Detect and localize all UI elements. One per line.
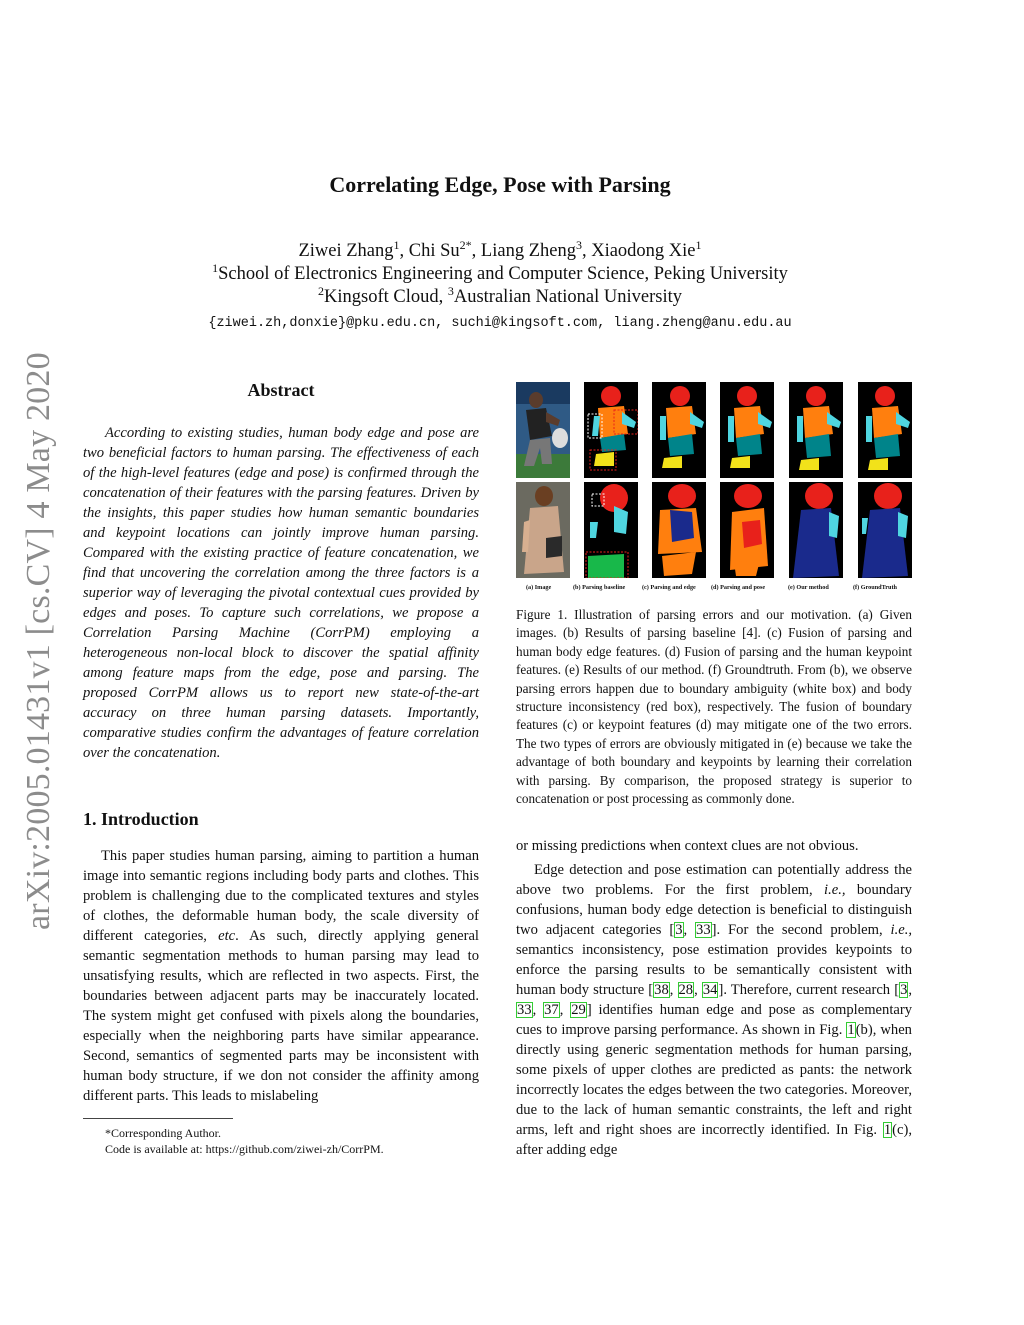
citation-link[interactable]: 28 <box>678 982 694 999</box>
author-name: Chi Su <box>408 241 460 261</box>
citation-link[interactable]: 1 <box>883 1122 892 1139</box>
author-name: Xiaodong Xie <box>591 241 696 261</box>
paragraph-text: , <box>559 1002 571 1019</box>
paragraph-text: ]. For the second problem, <box>711 922 891 939</box>
right-body-text <box>516 836 912 1160</box>
left-column <box>83 378 479 1157</box>
author-names: Ziwei Zhang$^1$, Chi $Su^{2*}$, Liang Zheng$^3$, Xiaodong Xie$^1$ <box>298 237 702 261</box>
figure-1 <box>516 380 912 596</box>
parsing-panel-b-1 <box>584 382 638 478</box>
paragraph-text: boundary confusions, human body edge detection is beneficial to distinguish two adjacent categories [ <box>516 882 912 939</box>
panel-label: (f) GroundTruth <box>853 584 897 591</box>
citation-link[interactable]: 38 <box>654 982 669 999</box>
paragraph-text: ] identifies human edge and pose as complementary cues to improve parsing performance. As shown in Fig. <box>516 1002 913 1039</box>
footnote-rule <box>83 1118 233 1119</box>
parsing-panel-e-2 <box>789 482 843 578</box>
panel-label: (c) Parsing and edge <box>642 584 696 591</box>
parsing-panel-c-1 <box>652 382 706 478</box>
citation-link[interactable]: 34 <box>702 982 718 999</box>
parsing-panel-b-2 <box>584 482 638 578</box>
paragraph-text: semantics inconsistency, pose estimation provides keypoints to enforce the parsing results to be semantically consistent with human body structure [ <box>516 942 912 999</box>
intro-continuation: or missing predictions when context clues are not obvious. <box>516 838 859 855</box>
citation-link[interactable]: 33 <box>517 1002 532 1019</box>
paragraph-text: (b), when directly using generic segmentation methods for human parsing, some pixels of upper clothes are predicted as pants: the network incorrectly locates the edges between the two categories. Moreover, due to the lack of human semantic constraints, the left and right arms, left and right shoes are incorrectly identified. In Fig. <box>516 1022 912 1139</box>
affiliation-2: $^2$Kingsoft Cloud, $^3$Australian National University <box>318 283 682 307</box>
figure-row-1 <box>516 382 912 480</box>
right-column <box>516 380 912 1160</box>
footnote-code: Code is available at: https://github.com/ziwei-zh/CorrPM. <box>105 1142 384 1156</box>
citation-link[interactable]: 3 <box>675 922 683 939</box>
citation-link[interactable]: 37 <box>544 1002 559 1019</box>
panel-label: (b) Parsing baseline <box>573 584 626 591</box>
figure-caption: Figure 1. Illustration of parsing errors and our motivation. (a) Given images. (b) Results of parsing baseline [4]. (c) Fusion of parsing and human body edge features. (d) Fusion of parsing and the human keypoint features. (e) Results of our method. (f) Groundtruth. From (b), we observe parsing errors happen due to boundary ambiguity (white box) and body structure inconsistency (red box), respectively. The fusion of boundary features (c) or keypoint features (d) may mitigate one of the two errors. The two types of errors are obviously mitigated in (e) because we take the advantage of both boundary and keypoints by learning their correlation with parsing. By comparison, the proposed strategy is superior to concatenation or post processing as commonly done. <box>516 607 912 807</box>
author-name: Ziwei Zhang <box>298 241 394 261</box>
parsing-panel-f-1 <box>858 382 912 478</box>
parsing-panel-d-2 <box>720 482 774 578</box>
author-name: Liang Zheng <box>480 241 576 261</box>
panel-label: (e) Our method <box>788 584 829 591</box>
paragraph-text: Edge detection and pose estimation can potentially address the above two problems. For the first problem, <box>516 862 912 899</box>
author-sup: 2* <box>459 237 472 252</box>
abstract-text: According to existing studies, human body edge and pose are two beneficial factors to human parsing. The effectiveness of each of the high-level features (edge and pose) is confirmed through the concatenation of their features with the parsing features. Driven by the insights, this paper studies how human semantic boundaries and keypoint locations can jointly improve human parsing. Compared with the existing practice of feature concatenation, we find that uncovering the correlation among the three factors is a superior way of leveraging the pivotal contextual cues provided by edges and poses. To capture such correlations, we propose a Correlation Parsing Machine (CorrPM) employing a heterogeneous non-local block to discover the spatial affinity among feature maps from the edge, pose and parsing. The proposed CorrPM allows us to report new state-of-the-art accuracy on three human parsing datasets. Importantly, comparative studies confirm the advantages of feature correlation over the concatenation. <box>83 425 479 761</box>
intro-paragraph-2 <box>516 860 912 1160</box>
photo-umpire <box>516 382 570 478</box>
citation-link[interactable]: 33 <box>696 922 711 939</box>
citation-link[interactable]: 3 <box>900 982 908 999</box>
paragraph-text: , <box>669 982 678 999</box>
panel-label: (a) Image <box>526 584 552 591</box>
figure-panel-labels <box>516 584 912 594</box>
paragraph-text: , <box>694 982 702 999</box>
image-panel-photo-2 <box>516 482 570 578</box>
author-block <box>0 237 1000 309</box>
introduction-heading: 1. Introduction <box>83 809 199 829</box>
parsing-panel-c-2 <box>652 482 706 578</box>
italic-text: i.e., <box>824 882 846 899</box>
image-panel-photo-1 <box>516 382 570 478</box>
arxiv-side-stamp: arXiv:2005.01431v1 [cs.CV] 4 May 2020 <box>20 352 57 930</box>
author-emails: {ziwei.zh,donxie}@pku.edu.cn, suchi@kingsoft.com, liang.zheng@anu.edu.au <box>208 316 792 331</box>
paragraph-text: , <box>532 1002 544 1019</box>
code-link[interactable]: https://github.com/ziwei-zh/CorrPM. <box>205 1142 384 1156</box>
paragraph-text: (c), after adding edge <box>516 1122 912 1159</box>
introduction-paragraph: This paper studies human parsing, aiming to partition a human image into semantic regions including body parts and clothes. This problem is challenging due to the complicated textures and styles of clothes, the deformable human body, the scale diversity of different categories, etc. As such, directly applying general semantic segmentation methods to human parsing may lead to unsatisfying results, which are reflected in two aspects. First, the boundaries between adjacent parts may be inaccurately located. The system might get confused with pixels along the boundaries, especially when the neighboring parts have similar appearance. Second, semantics of segmented parts may be inconsistent with human body structure, if we don not consider the affinity among different parts. This leads to mislabeling <box>83 848 479 1104</box>
footnote-corresponding: *Corresponding Author. <box>105 1126 221 1140</box>
author-sup: 3 <box>575 237 582 252</box>
paragraph-text: , <box>683 922 696 939</box>
author-sup: 1 <box>695 237 702 252</box>
parsing-panel-f-2 <box>858 482 912 578</box>
italic-text: i.e., <box>890 922 912 939</box>
abstract-heading: Abstract <box>247 380 315 400</box>
author-sup: 1 <box>393 237 400 252</box>
parsing-panel-e-1 <box>789 382 843 478</box>
figure-row-2 <box>516 482 912 580</box>
paragraph-text: , <box>908 982 913 999</box>
affiliation-1: $^1$School of Electronics Engineering and Computer Science, Peking University <box>212 260 788 284</box>
photo-woman <box>516 482 570 578</box>
paragraph-text: ]. Therefore, current research [ <box>718 982 900 999</box>
panel-label: (d) Parsing and pose <box>711 584 766 591</box>
citation-link[interactable]: 1 <box>847 1022 855 1039</box>
citation-link[interactable]: 29 <box>571 1002 586 1019</box>
parsing-panel-d-1 <box>720 382 774 478</box>
paper-title: Correlating Edge, Pose with Parsing <box>329 172 671 197</box>
